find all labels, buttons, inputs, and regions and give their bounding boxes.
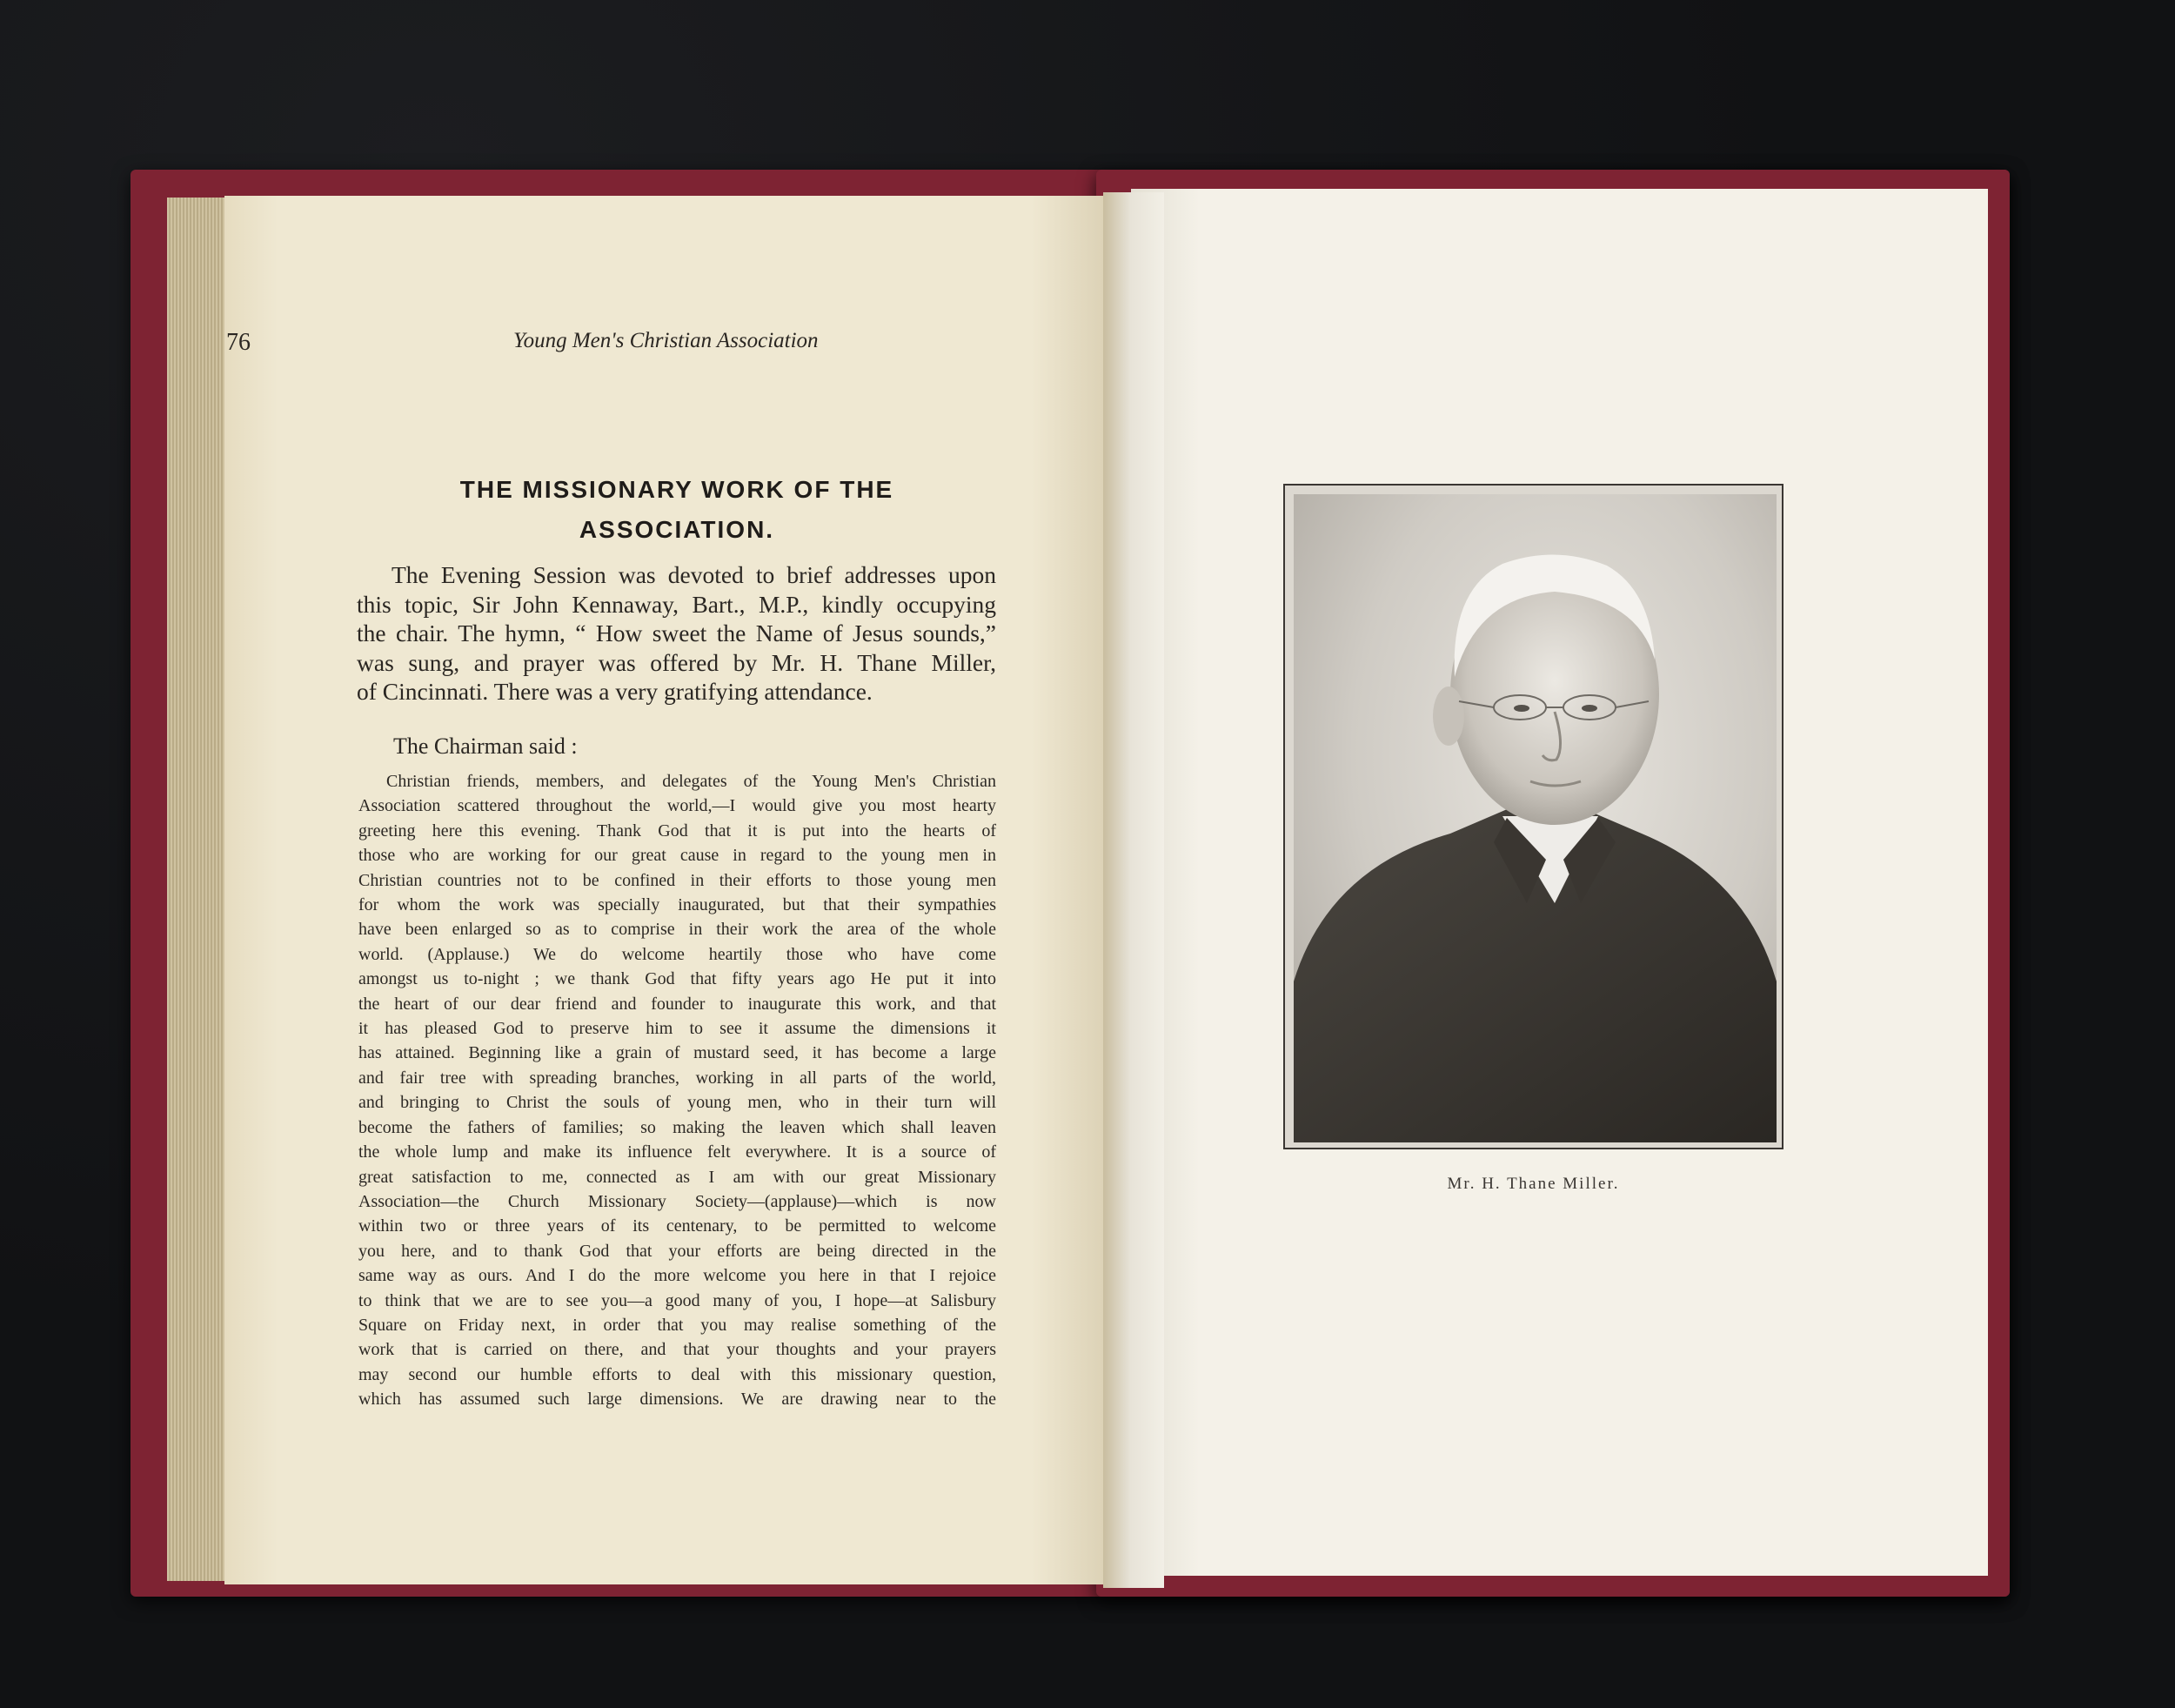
- heading-line: THE MISSIONARY WORK OF THE: [459, 476, 894, 503]
- speech-line: has attained. Beginning like a grain of mustard seed, it has become a large: [358, 1043, 996, 1063]
- speech-line: Association—the Church Missionary Society—(applause)—which is now: [358, 1191, 996, 1211]
- running-title: Young Men's Christian Association: [513, 329, 819, 352]
- portrait-image: [1294, 494, 1777, 1142]
- speech-line: for whom the work was specially inaugurated, but that their sympathies: [358, 895, 996, 915]
- speech-line: and fair tree with spreading branches, working in all parts of the world,: [358, 1068, 996, 1088]
- portrait-illustration: [1294, 494, 1777, 1142]
- intro-line: of Cincinnati. There was a very gratifying attendance.: [357, 678, 873, 705]
- intro-line: was sung, and prayer was offered by Mr. H. Thane Miller,: [357, 648, 996, 676]
- book-gutter: [1103, 192, 1164, 1588]
- speech-line: may second our humble efforts to deal with this missionary question,: [358, 1364, 996, 1384]
- intro-line: the chair. The hymn, “ How sweet the Name of Jesus sounds,”: [357, 620, 996, 646]
- intro-paragraph: [357, 560, 996, 707]
- speech-line: Square on Friday next, in order that you may realise something of the: [358, 1315, 996, 1335]
- speech-line: within two or three years of its centenary, to be permitted to welcome: [358, 1216, 996, 1236]
- speech-line: amongst us to-night ; we thank God that fifty years ago He put it into: [358, 969, 996, 989]
- page-number: 76: [226, 329, 251, 356]
- speech-line: greeting here this evening. Thank God that it is put into the hearts of: [358, 821, 996, 841]
- chairman-speech: [358, 769, 996, 1412]
- speech-line: you here, and to thank God that your efforts are being directed in the: [358, 1241, 996, 1261]
- speech-line: which has assumed such large dimensions. We are drawing near to the: [358, 1390, 996, 1410]
- speech-line: the heart of our dear friend and founder to inaugurate this work, and that: [358, 994, 996, 1014]
- running-head: [226, 329, 853, 364]
- heading-line: ASSOCIATION.: [579, 516, 775, 543]
- speech-line: world. (Applause.) We do welcome heartily those who have come: [358, 944, 996, 964]
- intro-line: this topic, Sir John Kennaway, Bart., M.P., kindly occupying: [357, 590, 996, 618]
- intro-line: The Evening Session was devoted to brief addresses upon: [392, 561, 996, 588]
- portrait-caption: Mr. H. Thane Miller.: [1447, 1175, 1620, 1193]
- section-heading: [233, 470, 1121, 550]
- chairman-line: The Chairman said :: [393, 733, 578, 759]
- speech-line: it has pleased God to preserve him to see it assume the dimensions it: [358, 1019, 996, 1039]
- speech-line: and bringing to Christ the souls of young men, who in their turn will: [358, 1093, 996, 1113]
- speech-line: Christian friends, members, and delegates of the Young Men's Christian: [386, 772, 996, 791]
- speech-line: those who are working for our great cause in regard to the young men in: [358, 846, 996, 866]
- speech-line: to think that we are to see you—a good many of you, I hope—at Salisbury: [358, 1290, 996, 1310]
- speech-line: have been enlarged so as to comprise in their work the area of the whole: [358, 920, 996, 940]
- speech-line: Christian countries not to be confined in their efforts to those young men: [358, 870, 996, 890]
- speech-line: the whole lump and make its influence felt everywhere. It is a source of: [358, 1142, 996, 1162]
- speech-line: Association scattered throughout the world,—I would give you most hearty: [358, 796, 996, 816]
- speech-line: work that is carried on there, and that your thoughts and your prayers: [358, 1340, 996, 1360]
- portrait-photograph: [1283, 484, 1784, 1149]
- speech-line: great satisfaction to me, connected as I am with our great Missionary: [358, 1167, 996, 1187]
- speech-line: same way as ours. And I do the more welcome you here in that I rejoice: [358, 1266, 996, 1286]
- speech-line: become the fathers of families; so making the leaven which shall leaven: [358, 1117, 996, 1137]
